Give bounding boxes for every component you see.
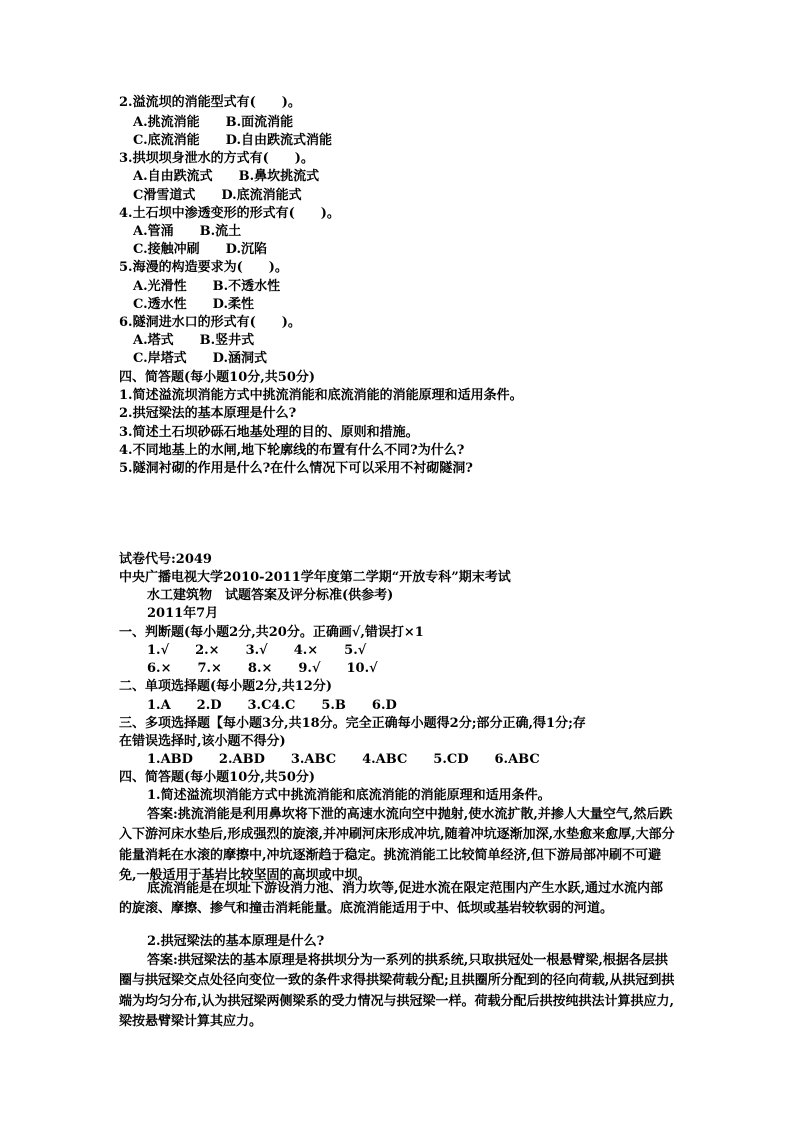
question-5-options-ab: A.光滑性 B.不透水性: [133, 279, 281, 294]
answer-q1-paragraph-2: 底流消能是在坝址下游设消力池、消力坎等,促进水流在限定范围内产生水跃,通过水流内部的旋滚、摩擦、掺气和撞击消耗能量。底流消能适用于中、低坝或基岩较软弱的河道。: [119, 881, 664, 917]
short-answer-item-4: 4.不同地基上的水闸,地下轮廓线的布置有什么不同?为什么?: [119, 443, 465, 458]
section-2-answers: 1.A 2.D 3.C4.C 5.B 6.D: [147, 698, 397, 713]
question-2-stem: 2.溢流坝的消能型式有( )。: [119, 95, 301, 110]
exam-date: 2011年7月: [147, 606, 219, 621]
section-1-heading: 一、判断题(每小题2分,共20分。正确画√,错误打×1: [119, 625, 424, 640]
question-2-options-ab: A.挑流消能 B.面流消能: [133, 115, 294, 130]
section-3-heading-line-2: 在错误选择时,该小题不得分): [119, 734, 286, 749]
section-1-answers-row-1: 1.√ 2.× 3.√ 4.× 5.√: [147, 643, 367, 658]
short-answer-item-1: 1.简述溢流坝消能方式中挑流消能和底流消能的消能原理和适用条件。: [119, 388, 523, 403]
answer-q2-paragraph: 答案:拱冠梁法的基本原理是将拱坝分为一系列的拱系统,只取拱冠处一根悬臂梁,根据各层拱圈与拱冠梁交点处径向变位一致的条件求得拱梁荷载分配;且拱圈所分配到的径向荷载,从拱冠到拱端为均匀分布,认为拱冠梁两侧梁系的受力情况与拱冠梁一样。荷载分配后拱按纯拱法计算拱应力,梁按悬臂梁计算其应力。: [119, 953, 675, 1030]
question-5-options-cd: C.透水性 D.柔性: [133, 297, 254, 312]
short-answer-item-5: 5.隧洞衬砌的作用是什么?在什么情况下可以采用不衬砌隧洞?: [119, 461, 473, 476]
question-4-options-cd: C.接触冲刷 D.沉陷: [133, 242, 267, 257]
question-2-options-cd: C.底流消能 D.自由跌流式消能: [133, 133, 332, 148]
short-answer-item-2: 2.拱冠梁法的基本原理是什么?: [119, 406, 297, 421]
answer-q1-title: 1.简述溢流坝消能方式中挑流消能和底流消能的消能原理和适用条件。: [147, 788, 551, 803]
question-5-stem: 5.海漫的构造要求为( )。: [119, 260, 288, 275]
question-3-options-cd: C滑雪道式 D.底流消能式: [133, 188, 302, 203]
section-3-heading-line-1: 三、多项选择题【每小题3分,共18分。完全正确每小题得2分;部分正确,得1分;存: [119, 716, 586, 731]
question-6-stem: 6.隧洞进水口的形式有( )。: [119, 315, 301, 330]
answer-q1-paragraph-1: 答案:挑流消能是利用鼻坎将下泄的高速水流向空中抛射,使水流扩散,并掺人大量空气,然后跌入下游河床水垫后,形成强烈的旋滚,并冲刷河床形成冲坑,随着冲坑逐渐加深,水垫愈来愈厚,大部分能量消耗在水滚的摩擦中,冲坑逐渐趋于稳定。挑流消能工比较简单经济,但下游局部冲刷不可避免,一般适用于基岩比较坚固的高坝或中坝。: [119, 807, 675, 884]
question-6-options-cd: C.岸塔式 D.涵洞式: [133, 351, 267, 366]
section-3-answers: 1.ABD 2.ABD 3.ABC 4.ABC 5.CD 6.ABC: [147, 752, 540, 767]
question-3-options-ab: A.自由跌流式 B.鼻坎挑流式: [133, 169, 320, 184]
short-answer-heading: 四、简答题(每小题10分,共50分): [119, 370, 316, 385]
question-4-options-ab: A.管涌 B.流土: [133, 224, 242, 239]
exam-code: 试卷代号:2049: [119, 552, 212, 567]
question-4-stem: 4.土石坝中渗透变形的形式有( )。: [119, 206, 340, 221]
question-6-options-ab: A.塔式 B.竖井式: [133, 333, 255, 348]
section-2-heading: 二、单项选择题(每小题2分,共12分): [119, 679, 332, 694]
question-3-stem: 3.拱坝坝身泄水的方式有( )。: [119, 151, 314, 166]
answer-q2-title: 2.拱冠梁法的基本原理是什么?: [147, 934, 325, 949]
section-1-answers-row-2: 6.× 7.× 8.× 9.√ 10.√: [147, 661, 378, 676]
section-4-heading: 四、简答题(每小题10分,共50分): [119, 770, 316, 785]
short-answer-item-3: 3.简述土石坝砂砾石地基处理的目的、原则和措施。: [119, 425, 419, 440]
subject-title: 水工建筑物 试题答案及评分标准(供参考): [147, 588, 394, 603]
school-title: 中央广播电视大学2010-2011学年度第二学期“开放专科”期末考试: [119, 570, 511, 585]
